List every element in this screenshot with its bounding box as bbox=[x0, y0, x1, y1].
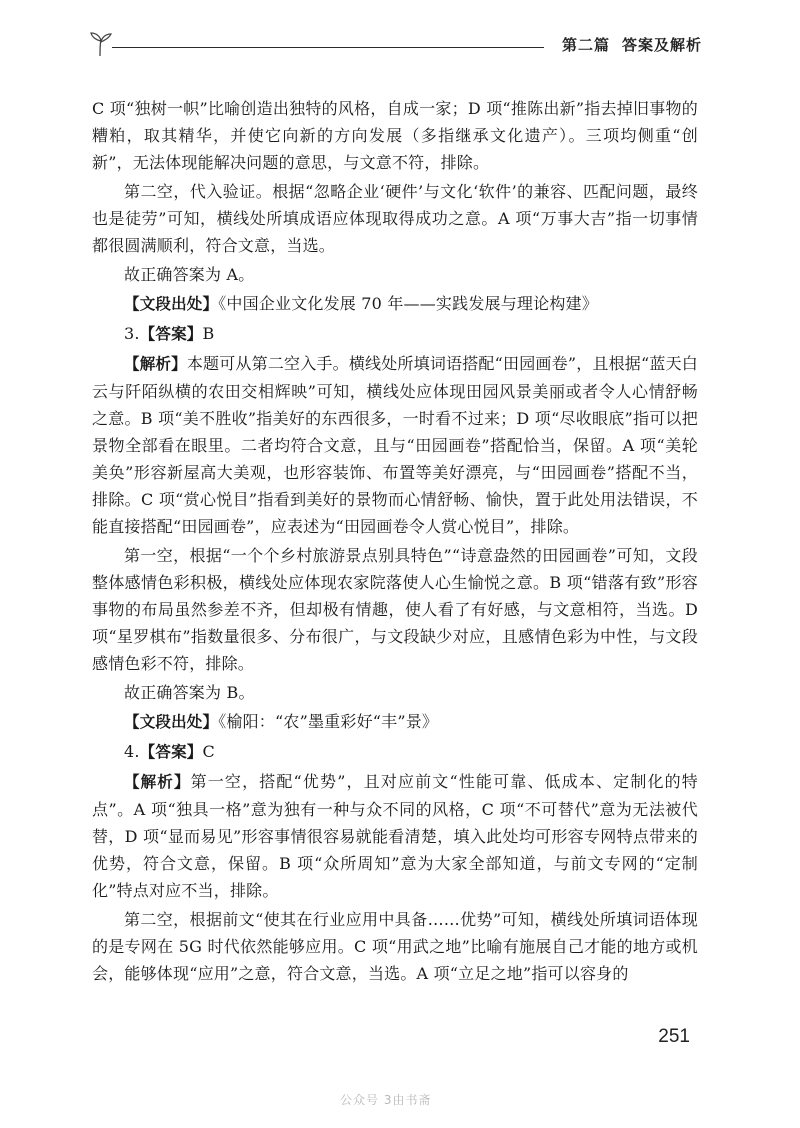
answer-line bbox=[92, 320, 698, 348]
section-label: 答案及解析 bbox=[621, 36, 702, 54]
paragraph: 故正确答案为 A。 bbox=[124, 265, 255, 284]
part-label: 第二篇 bbox=[561, 36, 610, 54]
answer-tag: 【答案】 bbox=[139, 325, 203, 343]
source-tag: 【文段出处】 bbox=[124, 713, 219, 731]
paragraph: 第一空，根据“一个个乡村旅游景点别具特色”“诗意盎然的田园画卷”可知，文段整体感情色彩积极，横线处应体现农家院落使人心生愉悦之意。B 项“错落有致”形容事物的布局虽然参差不齐，但却极有情趣，使人看了有好感，与文意相符，当选。D 项“星罗棋布”指数量很多、分布很广，与文段缺少对应，且感情色彩为中性，与文段感情色彩不符，排除。 bbox=[92, 546, 698, 673]
running-title bbox=[562, 34, 702, 55]
analysis-tag: 【解析】 bbox=[124, 355, 187, 373]
watermark: 公众号 3由书斋 bbox=[340, 1093, 432, 1107]
question-number: 4. bbox=[124, 742, 140, 761]
question-number: 3. bbox=[124, 324, 140, 343]
answer-line bbox=[92, 738, 698, 766]
header-rule bbox=[112, 47, 544, 48]
page-body bbox=[92, 95, 698, 989]
source-tag: 【文段出处】 bbox=[124, 295, 219, 313]
analysis-tag: 【解析】 bbox=[124, 773, 191, 791]
paragraph: 第二空，代入验证。根据“忽略企业‘硬件’与文化‘软件’的兼容、匹配问题，最终也是徒劳”可知，横线处所填成语应体现取得成功之意。A 项“万事大吉”指一切事情都很圆满顺利，符合文意，当选。 bbox=[92, 182, 698, 255]
paragraph: C 项“独树一帜”比喻创造出独特的风格，自成一家；D 项“推陈出新”指去掉旧事物的糟粕，取其精华，并使它向新的方向发展（多指继承文化遗产）。三项均侧重“创新”，无法体现能解决问题的意思，与文意不符，排除。 bbox=[92, 99, 698, 172]
paragraph: 第二空，根据前文“使其在行业应用中具备……优势”可知，横线处所填词语体现的是专网在 5G 时代依然能够应用。C 项“用武之地”比喻有施展自己才能的地方或机会，能够体现“应用”之意，符合文意，当选。A 项“立足之地”指可以容身的 bbox=[92, 910, 698, 983]
answer-tag: 【答案】 bbox=[139, 743, 203, 761]
analysis-paragraph: 【解析】第一空，搭配“优势”，且对应前文“性能可靠、低成本、定制化的特点”。A 项“独具一格”意为独有一种与众不同的风格，C 项“不可替代”意为无法被代替，D 项“显而易见”形容事情很容易就能看清楚，填入此处均可形容专网特点带来的优势，符合文意，保留。B 项“众所周知”意为大家全部知道，与前文专网的“定制化”特点对应不当，排除。 bbox=[92, 772, 698, 900]
sprout-icon bbox=[86, 30, 116, 58]
analysis-paragraph: 【解析】本题可从第二空入手。横线处所填词语搭配“田园画卷”，且根据“蓝天白云与阡陌纵横的农田交相辉映”可知，横线处应体现田园风景美丽或者令人心情舒畅之意。B 项“美不胜收”指美好的东西很多，一时看不过来；D 项“尽收眼底”指可以把景物全部看在眼里。二者均符合文意，且与“田园画卷”搭配恰当，保留。A 项“美轮美奂”形容新屋高大美观，也形容装饰、布置等美好漂亮，与“田园画卷”搭配不当，排除。C 项“赏心悦目”指看到美好的景物而心情舒畅、愉快，置于此处用法错误，不能直接搭配“田园画卷”，应表述为“田园画卷令人赏心悦目”，排除。 bbox=[92, 354, 698, 536]
running-header bbox=[86, 30, 702, 58]
page-number: 251 bbox=[658, 1026, 690, 1047]
answer-value: C bbox=[202, 742, 215, 761]
paragraph: 故正确答案为 B。 bbox=[124, 683, 255, 702]
source-line: 【文段出处】《榆阳：“农”墨重彩好“丰”景》 bbox=[124, 712, 439, 731]
source-line: 【文段出处】《中国企业文化发展 70 年——实践发展与理论构建》 bbox=[124, 294, 598, 313]
answer-value: B bbox=[202, 324, 215, 343]
